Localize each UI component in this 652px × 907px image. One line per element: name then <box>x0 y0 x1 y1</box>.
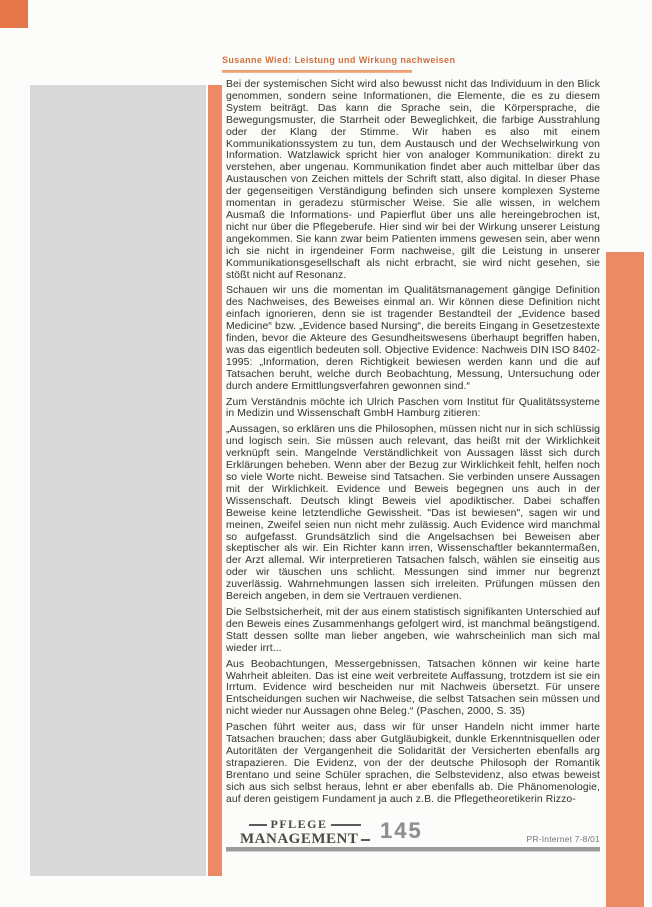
page-number: 145 <box>380 818 423 843</box>
body-paragraph: Schauen wir uns die momentan im Qualitätsmanagement gängige Definition des Nachweises, des Beweises einmal an. Wir können diese Definition nicht einfach ignorieren, denn sie ist tragender Bestandteil der „Evidence based Medicine“ bzw. „Evidence based Nursing“, die bereits Eingang in Gesetzestexte finden, bevor die Akteure des Gesundheitswesens überhaupt begriffen haben, was das eigentlich bedeuten soll. Objective Evidence: Nachweis DIN ISO 8402-1995: „Information, deren Richtigkeit bewiesen werden kann und die auf Tatsachen beruht, welche durch Beobachtung, Messung, Untersuchung oder durch andere Ermittlungsverfahren gewonnen sind.“ <box>226 285 600 392</box>
body-paragraph: „Aussagen, so erklären uns die Philosophen, müssen nicht nur in sich schlüssig und logisch sein. Sie müssen auch relevant, das heißt mit der Wirklichkeit verknüpft sein. Mangelnde Verständlichkeit von Aussagen lässt sich durch Erklärungen beheben. Wenn aber der Bezug zur Wirklichkeit fehlt, helfen noch so viele Worte nicht. Beweise sind Tatsachen. Sie verbinden unsere Aussagen mit der Wirklichkeit. Evidence und Beweis begegnen uns auch in der Wissenschaft. Deutsch klingt Beweis viel apodiktischer. Dabei schaffen Beweise keine letztendliche Gewissheit. "Das ist bewiesen", sagen wir und meinen, Zweifel seien nun nicht mehr zulässig. Auch Evidence wird manchmal so aufgefasst. Grundsätzlich sind die Angelsachsen bei Beweisen aber skeptischer als wir. Ein Richter kann irren, Wissenschaftler bekanntermaßen, der Arzt allemal. Wir interpretieren Tatsachen falsch, wählen sie einseitig aus oder wir täuschen uns schlicht. Messungen sind immer nur begrenzt zuverlässig. Wahrnehmungen lassen sich irreleiten. Prüfungen müssen den Bereich angeben, in dem sie Vertrauen verdienen. <box>226 424 600 603</box>
journal-logo-top <box>240 817 370 832</box>
journal-logo <box>240 817 370 848</box>
body-paragraph: Aus Beobachtungen, Messergebnissen, Tatsachen können wir keine harte Wahrheit ableiten. Das ist eine weit verbreitete Auffassung, trotzdem ist sie ein Irrtum. Evidence wird bescheiden nur mit Nachweis übersetzt. Für unsere Entscheidungen suchen wir Nachweise, die selbst Tatsachen sein müssen und nicht wieder nur Aussagen ohne Beleg.“ (Paschen, 2000, S. 35) <box>226 658 600 718</box>
left-margin-panel <box>30 85 206 876</box>
corner-accent-square <box>0 0 28 28</box>
left-accent-bar <box>208 85 222 876</box>
footer-rule <box>226 847 600 852</box>
body-paragraph: Zum Verständnis möchte ich Ulrich Paschen vom Institut für Qualitätssysteme in Medizin und Wissenschaft GmbH Hamburg zitieren: <box>226 396 600 420</box>
byline-underline <box>222 70 412 73</box>
issue-label: PR-Internet 7-8/01 <box>526 834 600 844</box>
article-text <box>226 79 600 809</box>
journal-logo-bottom <box>240 831 370 848</box>
logo-management-text: MANAGEMENT <box>240 831 359 847</box>
body-paragraph: Die Selbstsicherheit, mit der aus einem statistisch signifikanten Unterschied auf den Beweis eines Zusammenhangs gefolgert wird, ist manchmal beängstigend. Statt dessen sollte man lieber angeben, wie wahrscheinlich man sich mal wieder irrt... <box>226 606 600 654</box>
logo-pflege-text: PFLEGE <box>270 817 328 831</box>
body-paragraph: Paschen führt weiter aus, dass wir für unser Handeln nicht immer harte Tatsachen brauchen; dass aber Gutgläubigkeit, dunkle Erkenntnisquellen oder Autoritäten der Vergangenheit die Solidarität der Versicherten ebenfalls arg strapazieren. Die Evidenz, von der der deutsche Philosoph der Romantik Brentano und seine Schüler sprachen, die Selbstevidenz, also etwas beweist sich aus sich selbst heraus, lehnt er aber ebenfalls ab. Die Phänomenologie, auf deren geistigem Fundament ja auch z.B. die Pflegetheoretikerin Rizzo- <box>226 722 600 805</box>
article-byline: Susanne Wied: Leistung und Wirkung nachweisen <box>222 55 456 65</box>
logo-rule-right <box>331 824 361 826</box>
logo-rule-left <box>249 824 267 826</box>
body-paragraph: Bei der systemischen Sicht wird also bewusst nicht das Individuum in den Blick genommen, sondern seine Informationen, die Elemente, die es zu diesem System beiträgt. Das kann die Sprache sein, die Körpersprache, die Bewegungsmuster, die Starrheit oder Beweglichkeit, die farbige Ausstrahlung oder der Klang der Stimme. Wir haben es also mit einem Kommunikationssystem zu tun, dem Austausch und der Wechselwirkung von Information. Watzlawick spricht hier von analoger Kommunikation: direkt zu verstehen, aber ungenau. Kommunikation findet aber auch mittelbar über das Austauschen von Zeichen mittels der Schrift statt, also digital. In dieser Phase der gegenseitigen Verständigung befinden sich unsere komplexen Systeme momentan in geradezu stürmischer Weise. Sie alle wissen, in welchem Ausmaß die Informations- und Papierflut über uns alle hereingebrochen ist, nicht nur über die Pflegeberufe. Hier sind wir bei der Wirkung unserer Leistung angekommen. Sie kann zwar beim Patienten immens gewesen sein, aber wenn ich sie nicht in irgendeiner Form nachweise, gilt die Leistung in unserer Kommunikationsgesellschaft als nicht erbracht, sie wird nicht gesehen, sie stößt nicht auf Resonanz. <box>226 79 600 281</box>
right-accent-bar <box>606 252 644 907</box>
logo-rule-tail <box>361 839 370 841</box>
